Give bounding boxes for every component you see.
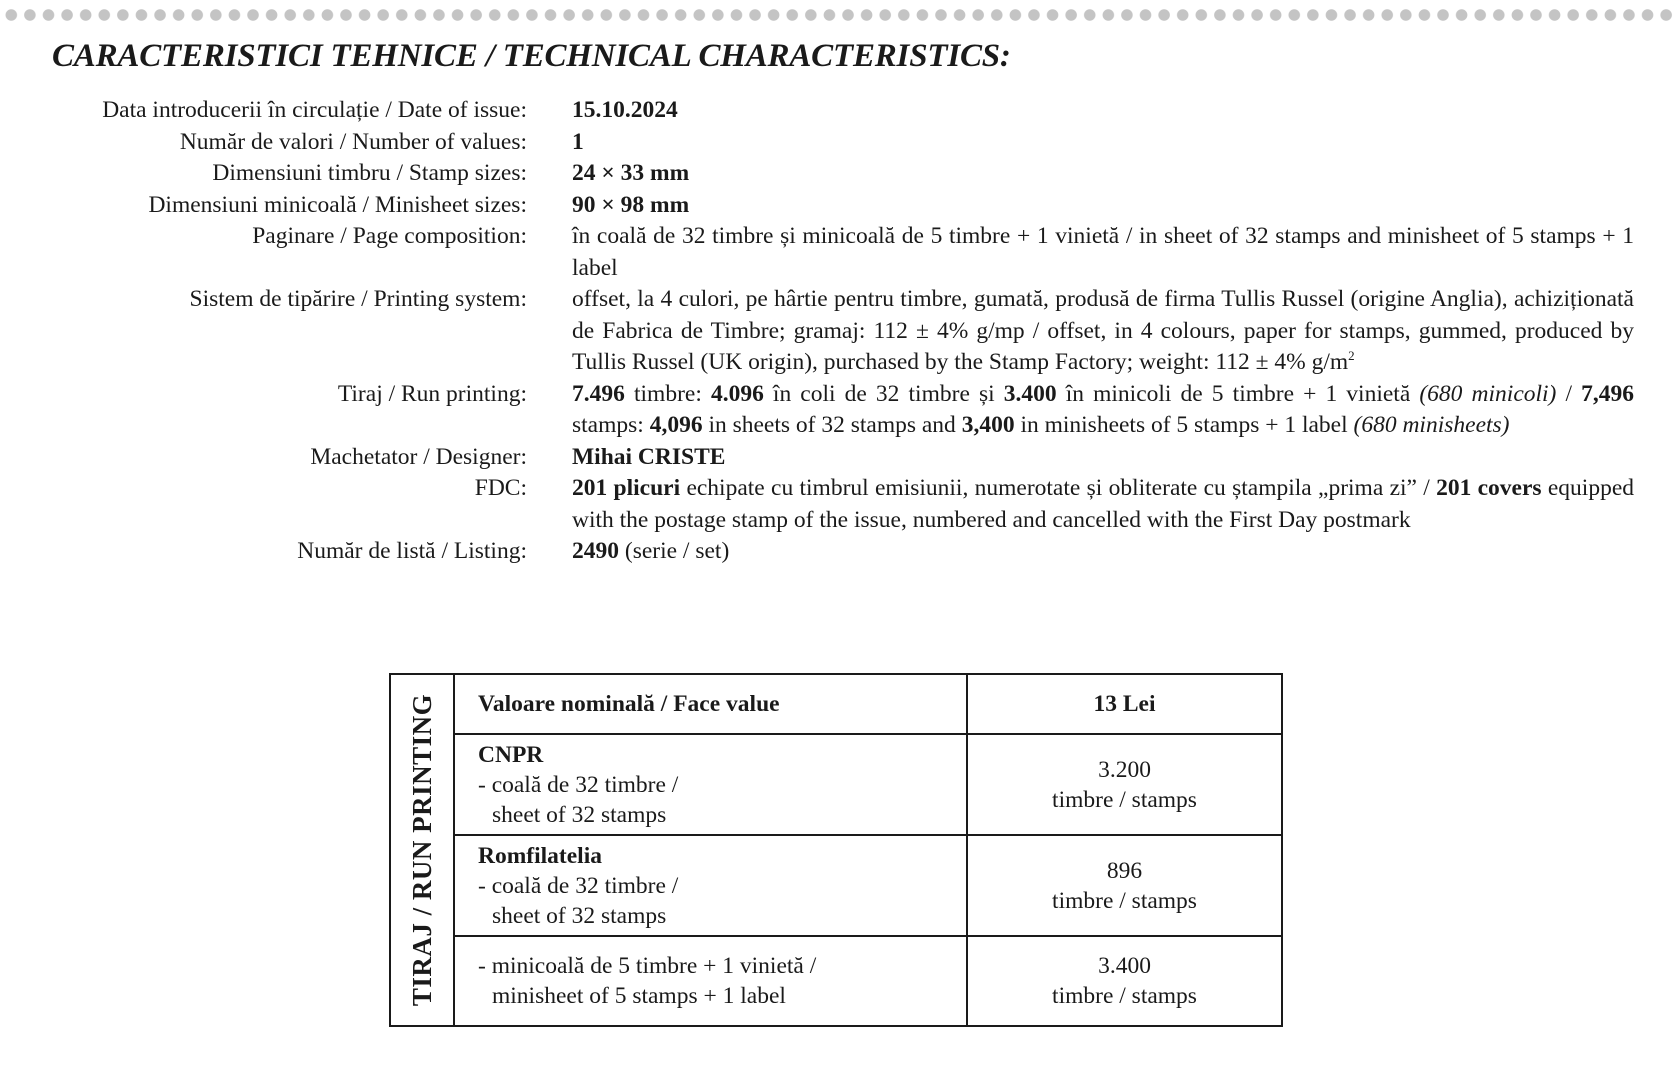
run-text: / bbox=[1556, 380, 1582, 407]
run-mini-count-en: (680 minisheets) bbox=[1353, 412, 1510, 438]
spec-row-number bbox=[40, 127, 1640, 159]
spec-label: Sistem de tipărire / Printing system: bbox=[189, 286, 527, 312]
row-line1: - minicoală de 5 timbre + 1 vinietă / bbox=[478, 953, 817, 979]
spec-row-minisheet-sizes bbox=[40, 190, 1640, 222]
run-text: în minicoli de 5 timbre + 1 vinietă bbox=[1056, 380, 1420, 407]
row-unit: timbre / stamps bbox=[1052, 983, 1197, 1009]
run-sheets-ro: 4.096 bbox=[710, 380, 764, 407]
run-mini-en: 3,400 bbox=[961, 412, 1015, 438]
row-unit: timbre / stamps bbox=[1052, 887, 1197, 914]
listing-suffix: (serie / set) bbox=[619, 538, 730, 564]
spec-value: 90 × 98 mm bbox=[572, 191, 690, 218]
spec-label: Machetator / Designer: bbox=[310, 443, 527, 470]
spec-value bbox=[572, 379, 1634, 442]
row-quantity bbox=[967, 835, 1282, 936]
row-description bbox=[454, 835, 967, 936]
row-quantity bbox=[967, 734, 1282, 835]
spec-row-page-composition bbox=[40, 221, 1640, 284]
row-line2: sheet of 32 stamps bbox=[492, 902, 667, 929]
run-text: timbre: bbox=[624, 380, 711, 407]
fdc-count-en: 201 covers bbox=[1436, 475, 1542, 501]
fdc-text-ro: echipate cu timbrul emisiunii, numerotate și obliterate cu ștampila „prima zi” / bbox=[680, 475, 1437, 501]
perforated-dot-border bbox=[0, 8, 1675, 22]
spec-row-stamp-sizes bbox=[40, 158, 1640, 190]
row-line1: - coală de 32 timbre / bbox=[478, 771, 679, 798]
spec-value: în coală de 32 timbre și minicoală de 5 timbre + 1 vinietă / in sheet of 32 stamps and minisheet of 5 stamps + 1 label bbox=[572, 223, 1634, 281]
spec-label: Număr de listă / Listing: bbox=[297, 538, 527, 564]
spec-label: FDC: bbox=[474, 475, 527, 501]
row-name: CNPR bbox=[478, 741, 544, 768]
row-line2: minisheet of 5 stamps + 1 label bbox=[492, 983, 786, 1009]
row-qty: 3.400 bbox=[1098, 953, 1151, 979]
spec-row-run-printing bbox=[40, 379, 1640, 442]
spec-label: Dimensiuni timbru / Stamp sizes: bbox=[212, 160, 527, 186]
table-row bbox=[390, 835, 1282, 936]
run-mini-count-ro: (680 minicoli) bbox=[1419, 380, 1557, 407]
run-total-ro: 7.496 bbox=[572, 380, 625, 407]
spec-value: 24 × 33 mm bbox=[572, 160, 690, 186]
run-mini-ro: 3.400 bbox=[1003, 380, 1057, 407]
spec-label: Tiraj / Run printing: bbox=[337, 380, 527, 407]
fdc-text-en: equipped with the postage stamp of the issue, numbered and cancelled with the First Day postmark bbox=[572, 475, 1634, 533]
table-row bbox=[390, 936, 1282, 1026]
superscript: 2 bbox=[1348, 348, 1355, 364]
run-printing-table bbox=[389, 673, 1283, 1027]
spec-row-printing-system bbox=[40, 284, 1640, 379]
spec-value: 1 bbox=[572, 128, 584, 155]
row-quantity bbox=[967, 936, 1282, 1026]
run-total-en: 7,496 bbox=[1581, 380, 1634, 407]
row-qty: 896 bbox=[1106, 857, 1143, 884]
spec-row-listing bbox=[40, 536, 1640, 568]
header-value: 13 Lei bbox=[967, 674, 1282, 734]
row-line1: - coală de 32 timbre / bbox=[478, 872, 679, 899]
spec-label: Dimensiuni minicoală / Minisheet sizes: bbox=[148, 191, 527, 218]
page-title: CARACTERISTICI TEHNICE / TECHNICAL CHARACTERISTICS: bbox=[52, 38, 1011, 74]
spec-row-fdc bbox=[40, 473, 1640, 536]
table-header-row bbox=[390, 674, 1282, 734]
side-label: TIRAJ / RUN PRINTING bbox=[407, 693, 437, 1007]
row-unit: timbre / stamps bbox=[1052, 786, 1197, 813]
row-description bbox=[454, 936, 967, 1026]
spec-value: Mihai CRISTE bbox=[572, 443, 726, 470]
header-face-value: Valoare nominală / Face value bbox=[454, 674, 967, 734]
run-text: stamps: bbox=[572, 412, 650, 438]
row-name: Romfilatelia bbox=[478, 842, 602, 869]
row-description bbox=[454, 734, 967, 835]
run-text: în coli de 32 timbre și bbox=[763, 380, 1004, 407]
printing-text: offset, la 4 culori, pe hârtie pentru timbre, gumată, produsă de firma Tullis Russel (origine Anglia), achiziționată de Fabrica de Timbre; gramaj: 112 ± 4% g/mp / offset, in 4 colours, paper for stamps, gummed, produced by Tullis Russel (UK origin), purchased by the Stamp Factory; weight: 112 ± 4% g/m bbox=[572, 286, 1634, 375]
run-sheets-en: 4,096 bbox=[649, 412, 703, 438]
row-qty: 3.200 bbox=[1098, 756, 1151, 783]
spec-row-date bbox=[40, 95, 1640, 127]
listing-number: 2490 bbox=[572, 538, 619, 564]
specs-list bbox=[40, 95, 1640, 568]
table-row bbox=[390, 734, 1282, 835]
spec-value bbox=[572, 284, 1634, 379]
spec-label: Număr de valori / Number of values: bbox=[179, 128, 527, 155]
spec-value bbox=[572, 473, 1634, 536]
spec-value bbox=[572, 536, 1634, 568]
run-text: in sheets of 32 stamps and bbox=[702, 412, 962, 438]
spec-row-designer bbox=[40, 442, 1640, 474]
fdc-count-ro: 201 plicuri bbox=[572, 475, 681, 501]
spec-label: Paginare / Page composition: bbox=[252, 223, 527, 249]
side-label-cell bbox=[390, 674, 454, 1026]
run-text: in minisheets of 5 stamps + 1 label bbox=[1014, 412, 1354, 438]
row-line2: sheet of 32 stamps bbox=[492, 801, 667, 828]
spec-value: 15.10.2024 bbox=[572, 97, 678, 123]
spec-label: Data introducerii în circulație / Date of issue: bbox=[102, 97, 527, 123]
